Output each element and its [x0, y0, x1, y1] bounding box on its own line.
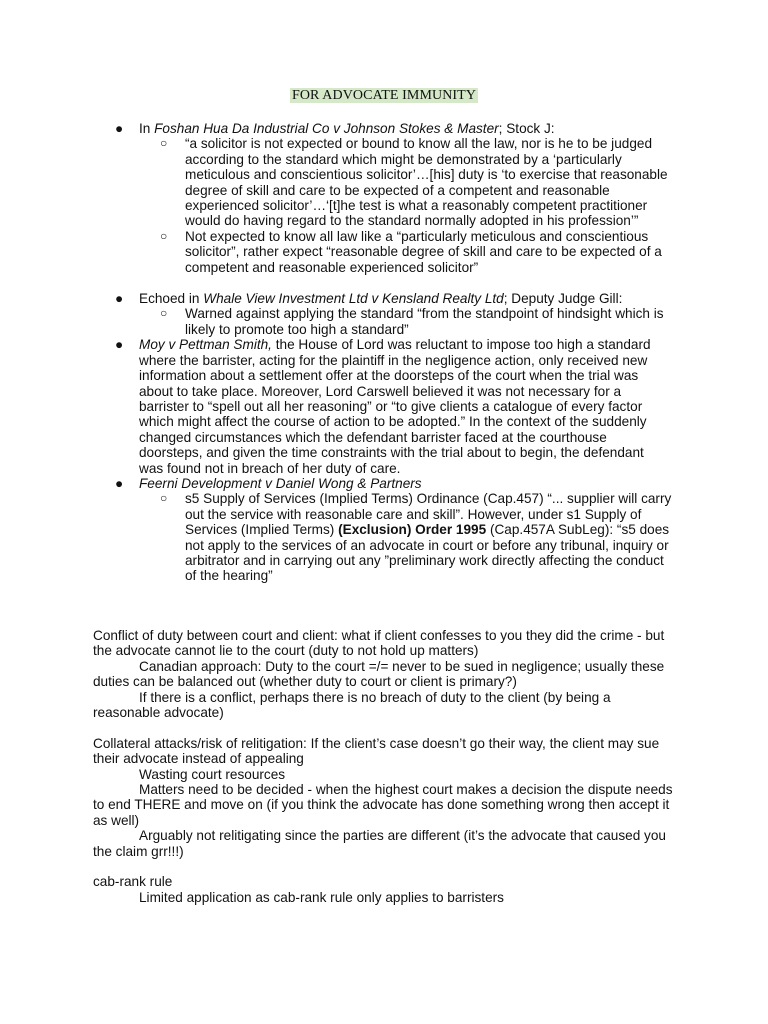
paragraph-text: Canadian approach: Duty to the court =/= never to be sued in negligence; usually these duties can be balanced out (whether duty to court or client is primary?) — [93, 658, 665, 690]
sub-bullet-text: “a solicitor is not expected or bound to know all the law, nor is he to be judged according to the standard which might be demonstrated by a ‘particularly meticulous and conscientious solicitor’…[his] duty is ‘to exercise that reasonable degree of skill and care to be expected of a competent and reasonable experienced solicitor’…‘[t]he test is what a reasonably competent practitioner would do having regard to the standard normally adopted in his profession’” — [185, 136, 668, 229]
bullet-suffix: ; Stock J: — [498, 121, 555, 136]
paragraph-text: Wasting court resources — [139, 766, 286, 782]
sub-bullet-item — [0, 136, 675, 228]
indented-paragraph — [93, 890, 673, 905]
bullet-prefix: In — [139, 121, 155, 136]
title-container — [0, 87, 768, 105]
case-name: Moy v Pettman Smith, — [139, 337, 272, 353]
case-name: Whale View Investment Ltd v Kensland Realty Ltd — [203, 291, 504, 307]
paragraph-text: If there is a conflict, perhaps there is no breach of duty to the client (by being a reasonable advocate) — [93, 689, 611, 721]
paragraph: Collateral attacks/risk of relitigation: If the client’s case doesn’t go their way, the client may sue their advocate instead of appealing — [93, 735, 660, 767]
indented-paragraph — [93, 767, 673, 782]
paragraph-text: Arguably not relitigating since the parties are different (it’s the advocate that caused you the claim grr!!!) — [93, 828, 666, 859]
spacer — [0, 275, 768, 291]
circle-bullet-icon: ○ — [160, 306, 168, 321]
paragraph-text: Matters need to be decided - when the highest court makes a decision the dispute needs to end THERE and move on (if you think the advocate has done something wrong then accept it as well) — [93, 782, 673, 828]
bullet-list — [0, 121, 768, 584]
sub-bullet-text: s5 Supply of Services (Implied Terms) Ordinance (Cap.457) “... supplier will carry out the service with reasonable care and skill”. However, under s1 Supply of Services (Implied Terms) — [185, 491, 672, 538]
circle-bullet-icon: ○ — [160, 136, 168, 151]
sub-bullet-item — [0, 491, 675, 583]
bold-text: (Exclusion) Order 1995 — [338, 522, 487, 538]
case-name: Feerni Development v Daniel Wong & Partners — [139, 475, 422, 491]
sub-bullet-text: Not expected to know all law like a “particularly meticulous and conscientious solicitor”, rather expect “reasonable degree of skill and care to be expected of a competent and reasonable experienced solicitor” — [185, 228, 662, 275]
paragraph-text: Limited application as cab-rank rule only applies to barristers — [139, 889, 504, 905]
bullet-text: the House of Lord was reluctant to impose too high a standard where the barrister, acting for the plaintiff in the negligence action, only received new information about a settlement offer at the doorsteps of the court when the trial was about to take place. Moreover, Lord Carswell believed it was not necessary for a barrister to “spell out all her reasoning” or “to give clients a catalogue of every factor which might affect the course of action to be adopted.” In the context of the suddenly changed circumstances which the defendant barrister faced at the courthouse doorsteps, and given the time constraints with the trial about to begin, the defendant was found not in breach of her duty of care. — [139, 337, 651, 476]
circle-bullet-icon: ○ — [160, 491, 168, 506]
indented-paragraph — [93, 690, 673, 721]
bullet-item — [0, 476, 671, 491]
bullet-item — [0, 337, 671, 476]
bullet-item — [0, 291, 671, 306]
body-notes — [93, 628, 673, 905]
indented-paragraph — [93, 659, 673, 690]
sub-bullet-item — [0, 306, 675, 337]
bullet-dot-icon: ● — [115, 475, 124, 491]
paragraph: Conflict of duty between court and client: what if client confesses to you they did the crime - but the advocate cannot lie to the court (duty to not hold up matters) — [93, 628, 665, 659]
sub-bullet-text: Warned against applying the standard “from the standpoint of hindsight which is likely to promote too high a standard” — [185, 306, 664, 337]
sub-bullet-item — [0, 229, 675, 275]
bullet-item — [0, 121, 671, 136]
indented-paragraph — [93, 782, 673, 828]
bullet-dot-icon: ● — [115, 337, 124, 353]
case-name: Foshan Hua Da Industrial Co v Johnson Stokes & Master — [154, 121, 499, 136]
page-title: FOR ADVOCATE IMMUNITY — [291, 88, 477, 103]
bullet-dot-icon: ● — [115, 291, 124, 307]
sub-bullet-text: (Cap.457A SubLeg): “s5 does not apply to the services of an advocate in court or before any tribunal, inquiry or arbitrator and in carrying out any ”preliminary work directly affecting the conduct of the hearing” — [185, 522, 670, 584]
bullet-suffix: ; Deputy Judge Gill: — [503, 291, 623, 307]
spacer — [93, 720, 673, 735]
bullet-prefix: Echoed in — [139, 291, 204, 307]
indented-paragraph — [93, 828, 673, 859]
paragraph: cab-rank rule — [93, 874, 173, 890]
bullet-dot-icon: ● — [115, 121, 124, 136]
circle-bullet-icon: ○ — [160, 228, 168, 243]
spacer — [93, 859, 673, 874]
